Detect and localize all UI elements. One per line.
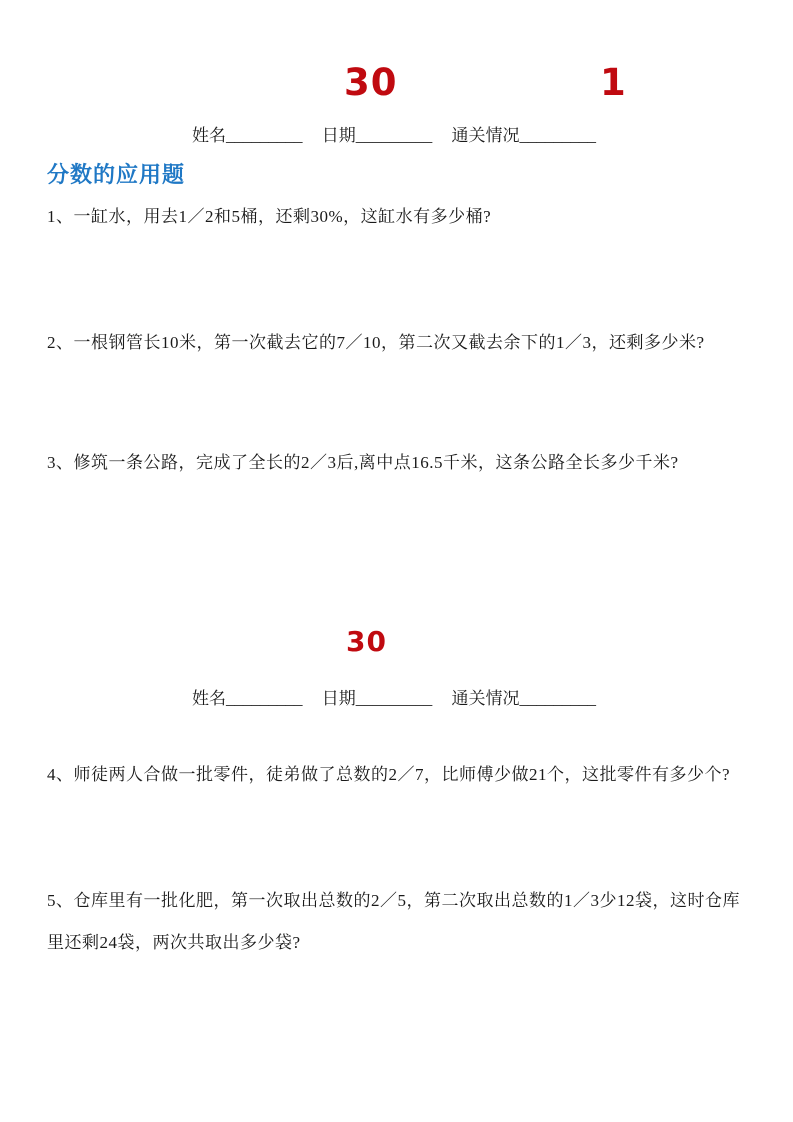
section1-page-number: 1 [600,61,626,104]
date-field [322,684,433,709]
date-label: 日期 [321,126,356,145]
section1-score: 30 [344,61,398,104]
section2-name-row [192,684,596,709]
problem-1: 1、一缸水，用去1／2和5桶，还剩30%，这缸水有多少桶? [47,207,492,226]
status-blank-line: _________ [519,689,596,708]
problem-5-line-1: 5、仓库里有一批化肥，第一次取出总数的2／5，第二次取出总数的1／3少12袋，这时仓库 [47,891,740,910]
section1-name-row [192,121,596,146]
status-field [452,121,597,146]
date-field [322,121,433,146]
name-field [192,684,303,709]
section-heading: 分数的应用题 [47,163,186,188]
date-blank-line: _________ [355,126,433,145]
name-field [192,121,303,146]
status-blank-line: _________ [519,126,596,145]
status-label: 通关情况 [451,126,520,145]
date-blank-line: _________ [355,689,433,708]
problem-2: 2、一根钢管长10米，第一次截去它的7／10，第二次又截去余下的1／3，还剩多少米? [47,333,705,352]
name-label: 姓名 [192,126,226,145]
status-label: 通关情况 [451,689,520,708]
status-field [452,684,597,709]
name-blank-line: _________ [226,126,303,145]
problem-5-line-2: 里还剩24袋，两次共取出多少袋? [47,933,301,952]
name-label: 姓名 [192,689,226,708]
date-label: 日期 [321,689,356,708]
section2-score: 30 [346,625,387,658]
problem-4: 4、师徒两人合做一批零件，徒弟做了总数的2／7，比师傅少做21个，这批零件有多少个? [47,765,731,784]
name-blank-line: _________ [226,689,303,708]
problem-3: 3、修筑一条公路，完成了全长的2／3后,离中点16.5千米，这条公路全长多少千米? [47,453,679,472]
